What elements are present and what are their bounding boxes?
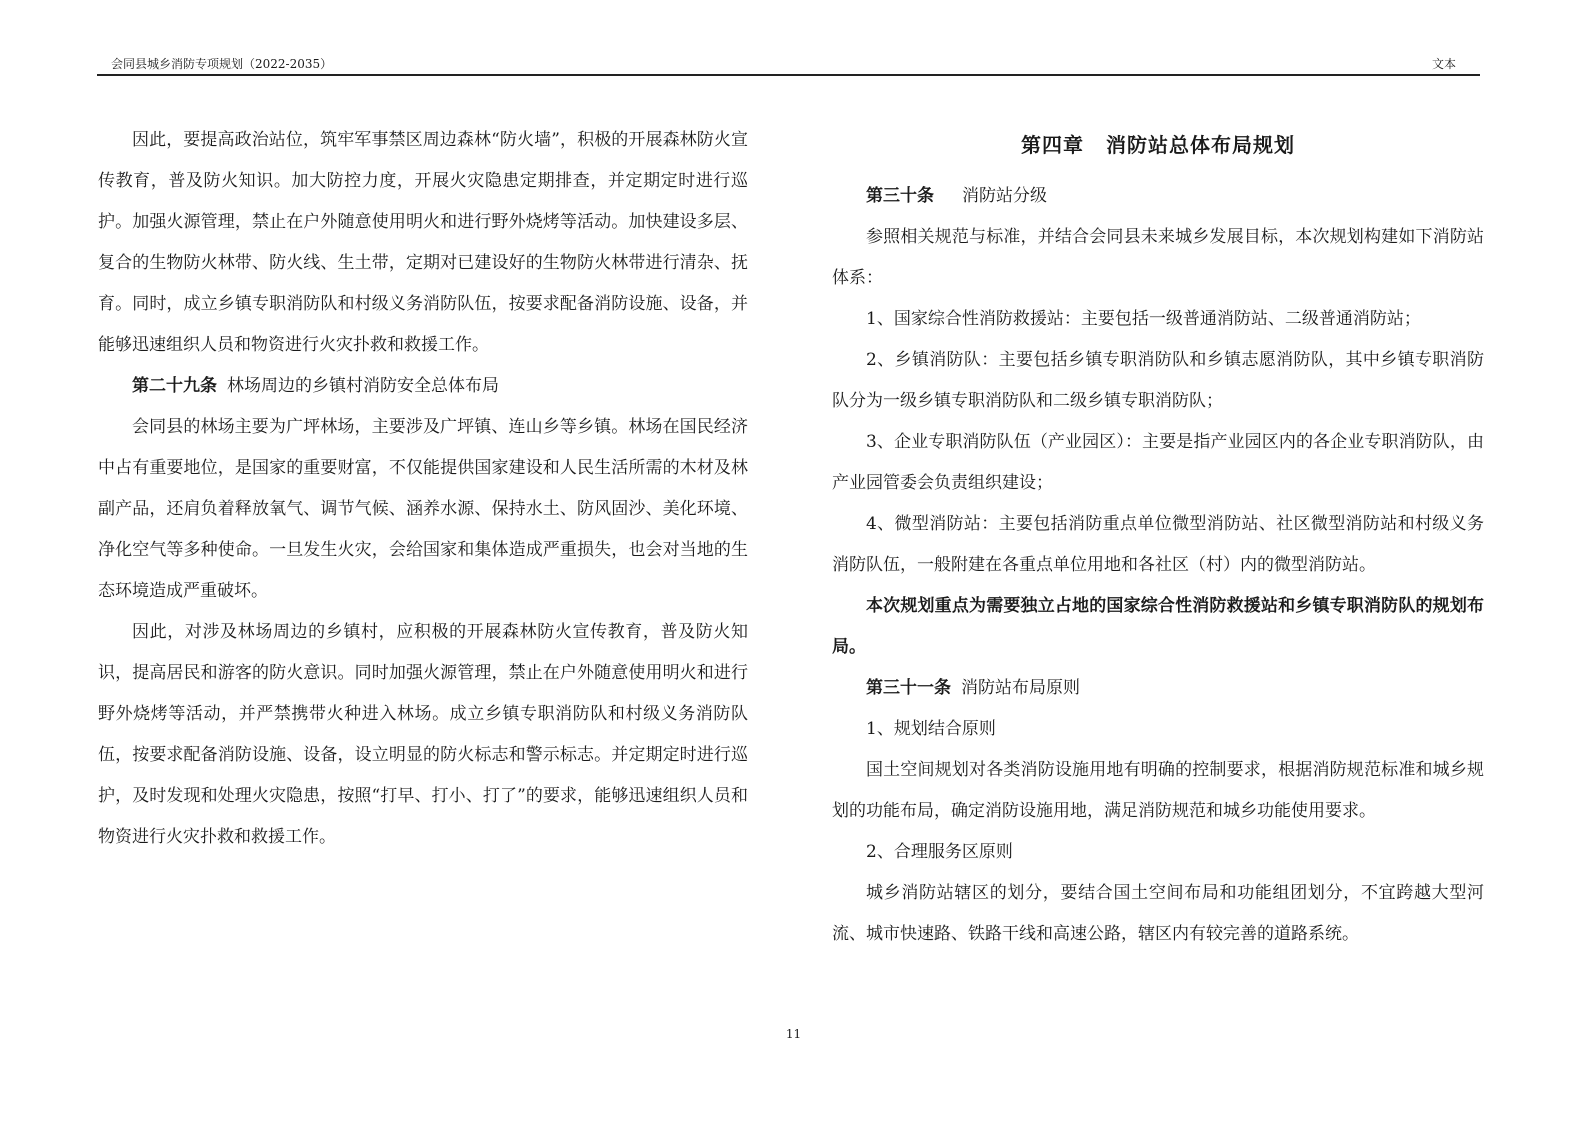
principle-title: 2、合理服务区原则	[866, 842, 1013, 862]
article-29-heading	[98, 366, 748, 407]
list-item: 2、乡镇消防队：主要包括乡镇专职消防队和乡镇志愿消防队，其中乡镇专职消防队分为一级乡镇专职消防队和二级乡镇专职消防队；	[832, 350, 1484, 411]
document-title: 会同县城乡消防专项规划（2022-2035）	[111, 57, 333, 71]
article-title: 林场周边的乡镇村消防安全总体布局	[227, 376, 499, 396]
principle-title: 1、规划结合原则	[866, 719, 996, 739]
article-31-heading	[832, 668, 1484, 709]
paragraph: 因此，要提高政治站位，筑牢军事禁区周边森林“防火墙”，积极的开展森林防火宣传教育，普及防火知识。加大防控力度，开展火灾隐患定期排查，并定期定时进行巡护。加强火源管理，禁止在户外随意使用明火和进行野外烧烤等活动。加快建设多层、复合的生物防火林带、防火线、生土带，定期对已建设好的生物防火林带进行清杂、抚育。同时，成立乡镇专职消防队和村级义务消防队伍，按要求配备消防设施、设备，并能够迅速组织人员和物资进行火灾扑救和救援工作。	[98, 130, 748, 355]
list-item: 4、微型消防站：主要包括消防重点单位微型消防站、社区微型消防站和村级义务消防队伍，一般附建在各重点单位用地和各社区（村）内的微型消防站。	[832, 514, 1484, 575]
chapter-number: 第四章	[1021, 133, 1084, 157]
right-column	[832, 120, 1484, 955]
article-title: 消防站布局原则	[961, 678, 1080, 698]
page-number: 11	[785, 1027, 802, 1041]
paragraph: 城乡消防站辖区的划分，要结合国土空间布局和功能组团划分，不宜跨越大型河流、城市快速路、铁路干线和高速公路，辖区内有较完善的道路系统。	[832, 883, 1484, 944]
page-header	[97, 52, 1480, 76]
focus-statement: 本次规划重点为需要独立占地的国家综合性消防救援站和乡镇专职消防队的规划布局。	[832, 596, 1484, 657]
paragraph: 因此，对涉及林场周边的乡镇村，应积极的开展森林防火宣传教育，普及防火知识，提高居民和游客的防火意识。同时加强火源管理，禁止在户外随意使用明火和进行野外烧烤等活动，并严禁携带火种进入林场。成立乡镇专职消防队和村级义务消防队伍，按要求配备消防设施、设备，设立明显的防火标志和警示标志。并定期定时进行巡护，及时发现和处理火灾隐患，按照“打早、打小、打了”的要求，能够迅速组织人员和物资进行火灾扑救和救援工作。	[98, 622, 748, 847]
article-title: 消防站分级	[962, 186, 1047, 206]
paragraph: 会同县的林场主要为广坪林场，主要涉及广坪镇、连山乡等乡镇。林场在国民经济中占有重要地位，是国家的重要财富，不仅能提供国家建设和人民生活所需的木材及林副产品，还肩负着释放氧气、调节气候、涵养水源、保持水土、防风固沙、美化环境、净化空气等多种使命。一旦发生火灾，会给国家和集体造成严重损失，也会对当地的生态环境造成严重破坏。	[98, 417, 748, 601]
chapter-heading	[832, 124, 1484, 166]
list-item: 3、企业专职消防队伍（产业园区）：主要是指产业园区内的各企业专职消防队，由产业园管委会负责组织建设；	[832, 432, 1484, 493]
left-column	[98, 120, 748, 858]
chapter-title: 消防站总体布局规划	[1106, 133, 1295, 157]
paragraph: 参照相关规范与标准，并结合会同县未来城乡发展目标，本次规划构建如下消防站体系：	[832, 227, 1484, 288]
paragraph: 国土空间规划对各类消防设施用地有明确的控制要求，根据消防规范标准和城乡规划的功能布局，确定消防设施用地，满足消防规范和城乡功能使用要求。	[832, 760, 1484, 821]
article-number: 第二十九条	[132, 376, 217, 396]
article-30-heading	[832, 176, 1484, 217]
article-number: 第三十一条	[866, 678, 951, 698]
article-number: 第三十条	[866, 186, 934, 206]
document-type: 文本	[1431, 57, 1456, 71]
list-item: 1、国家综合性消防救援站：主要包括一级普通消防站、二级普通消防站；	[866, 309, 1421, 329]
